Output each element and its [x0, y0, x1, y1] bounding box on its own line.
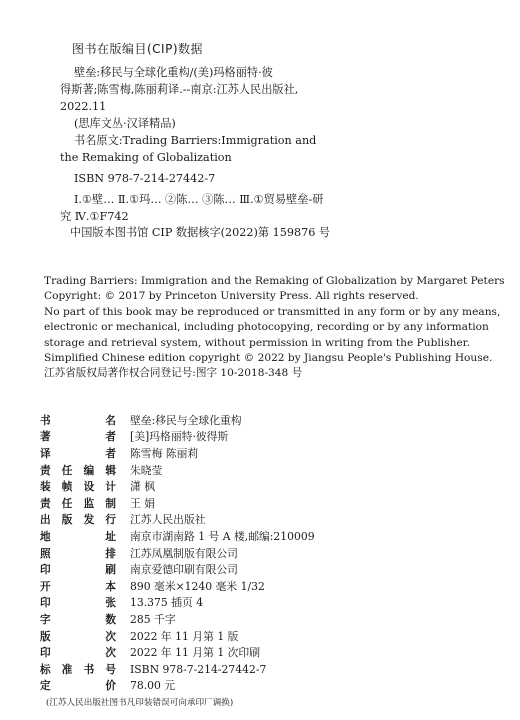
colophon-value: 78.00 元 — [130, 679, 176, 693]
colophon-label-char: 照 — [40, 547, 51, 560]
colophon-label-char: 编 — [83, 464, 95, 477]
colophon-value: 陈雪梅 陈丽莉 — [130, 446, 199, 460]
colophon-label-char: 责 — [40, 464, 51, 477]
colophon-label — [40, 645, 130, 660]
colophon-label — [40, 479, 130, 494]
colophon-value: 南京爱德印刷有限公司 — [130, 563, 238, 577]
colophon-row — [40, 561, 500, 578]
cip-line-original-title-cont: the Remaking of Globalization — [60, 151, 232, 164]
cip-line-original-title: 书名原文:Trading Barriers:Immigration and — [74, 134, 317, 147]
colophon-label-char: 号 — [105, 663, 116, 676]
colophon-row — [40, 429, 500, 446]
colophon-row — [40, 661, 500, 678]
colophon-value: 南京市湖南路 1 号 A 楼,邮编:210009 — [130, 529, 315, 543]
colophon-row — [40, 595, 500, 612]
colophon-label-char: 译 — [40, 447, 51, 460]
copyright-line: Simplified Chinese edition copyright © 2022 by Jiangsu People's Publishing House. — [44, 352, 493, 365]
colophon-label-char: 辑 — [105, 464, 116, 477]
colophon-label-char: 标 — [40, 663, 51, 676]
colophon-label-char: 任 — [61, 497, 73, 510]
cip-line-classification-cont: 究 Ⅳ.①F742 — [60, 210, 129, 223]
colophon-label-char: 定 — [40, 680, 51, 693]
colophon-label-char: 址 — [105, 530, 116, 543]
colophon-label-char: 地 — [40, 530, 51, 543]
colophon-row — [40, 462, 500, 479]
colophon-label-char: 责 — [40, 497, 51, 510]
cip-line-series: (思库文丛·汉译精品) — [74, 117, 176, 130]
colophon-value: 潇 枫 — [130, 480, 156, 494]
colophon-label-char: 排 — [105, 547, 116, 560]
colophon-value: [美]玛格丽特·彼得斯 — [130, 430, 229, 444]
cip-line-authors: 得斯著;陈雪梅,陈丽莉译.--南京:江苏人民出版社, — [60, 83, 299, 96]
colophon-value: ISBN 978-7-214-27442-7 — [130, 662, 267, 676]
colophon-label — [40, 496, 130, 511]
colophon-label-char: 书 — [40, 414, 51, 427]
colophon-value: 890 毫米×1240 毫米 1/32 — [130, 579, 265, 593]
colophon-value: 王 娟 — [130, 496, 156, 510]
colophon-label-char: 开 — [40, 580, 51, 593]
colophon-label — [40, 579, 130, 594]
colophon-row — [40, 678, 500, 695]
colophon-label — [40, 612, 130, 627]
colophon-label — [40, 413, 130, 428]
colophon-label-char: 准 — [61, 663, 73, 676]
colophon-label — [40, 629, 130, 644]
colophon-label — [40, 595, 130, 610]
colophon-value: 2022 年 11 月第 1 次印刷 — [130, 646, 261, 660]
colophon-row — [40, 545, 500, 562]
colophon-value: 2022 年 11 月第 1 版 — [130, 629, 239, 643]
colophon-label-char: 者 — [105, 431, 116, 444]
colophon-label-char: 次 — [105, 630, 116, 643]
colophon-label-char: 印 — [40, 647, 51, 660]
colophon-value: 江苏人民出版社 — [130, 513, 206, 527]
colophon-label-char: 任 — [61, 464, 73, 477]
colophon-value: 13.375 插页 4 — [130, 596, 204, 610]
colophon-row — [40, 412, 500, 429]
colophon-label-char: 发 — [83, 514, 95, 527]
colophon-label-char: 著 — [40, 431, 51, 444]
colophon-label-char: 印 — [40, 597, 51, 610]
colophon-label — [40, 678, 130, 693]
colophon-label-char: 装 — [40, 481, 51, 494]
colophon-label-char: 次 — [105, 647, 116, 660]
copyright-line: storage and retrieval system, without permission in writing from the Publisher. — [44, 336, 470, 349]
colophon-label-char: 书 — [83, 663, 95, 676]
colophon-label-char: 数 — [105, 613, 116, 626]
colophon-label-char: 版 — [61, 514, 73, 527]
colophon-label-char: 印 — [40, 564, 51, 577]
colophon-row — [40, 478, 500, 495]
colophon-label — [40, 429, 130, 444]
colophon-label-char: 价 — [105, 680, 116, 693]
cip-line-classification: Ⅰ.①壁… Ⅱ.①玛… ②陈… ③陈… Ⅲ.①贸易壁垒-研 — [74, 193, 324, 206]
colophon-label-char: 计 — [105, 481, 116, 494]
copyright-contract-number: 江苏省版权局著作权合同登记号:图字 10-2018-348 号 — [44, 367, 303, 380]
colophon-row — [40, 512, 500, 529]
colophon-value: 江苏凤凰制版有限公司 — [130, 546, 238, 560]
colophon-row — [40, 445, 500, 462]
cip-heading: 图书在版编目(CIP)数据 — [72, 42, 204, 56]
colophon-label-char: 出 — [40, 514, 51, 527]
colophon-value: 285 千字 — [130, 612, 176, 626]
colophon-value: 朱晓莹 — [130, 463, 163, 477]
colophon-label-char: 张 — [105, 597, 116, 610]
colophon-row — [40, 495, 500, 512]
colophon-label — [40, 529, 130, 544]
copyright-line: No part of this book may be reproduced or transmitted in any form or by any means, — [44, 305, 501, 318]
cip-line-isbn: ISBN 978-7-214-27442-7 — [74, 172, 216, 185]
colophon-label — [40, 446, 130, 461]
cip-record — [60, 64, 480, 225]
colophon-label-char: 帧 — [61, 481, 73, 494]
colophon-label-char: 制 — [105, 497, 116, 510]
colophon-row — [40, 644, 500, 661]
colophon-label-char: 版 — [40, 630, 51, 643]
copyright-line: electronic or mechanical, including photocopying, recording or by any information — [44, 321, 489, 334]
copyright-notice — [44, 274, 504, 382]
colophon-label — [40, 512, 130, 527]
colophon-value: 壁垒:移民与全球化重构 — [130, 413, 242, 427]
colophon-row — [40, 628, 500, 645]
colophon-label-char: 设 — [83, 481, 95, 494]
colophon-label-char: 本 — [105, 580, 116, 593]
colophon-label-char: 名 — [105, 414, 116, 427]
colophon-label-char: 监 — [83, 497, 95, 510]
printing-error-note: (江苏人民出版社图书凡印装错误可向承印厂调换) — [46, 698, 234, 709]
colophon-label — [40, 662, 130, 677]
colophon-label-char: 者 — [105, 447, 116, 460]
colophon-row — [40, 578, 500, 595]
cip-line-date: 2022.11 — [60, 100, 107, 113]
cip-line-title: 壁垒:移民与全球化重构/(美)玛格丽特·彼 — [74, 66, 273, 79]
colophon-row — [40, 611, 500, 628]
colophon-label — [40, 562, 130, 577]
copyright-line: Trading Barriers: Immigration and the Remaking of Globalization by Margaret Peters — [44, 275, 505, 287]
colophon-table — [40, 412, 500, 708]
colophon-label-char: 行 — [105, 514, 116, 527]
colophon-label — [40, 546, 130, 561]
colophon-label-char: 字 — [40, 613, 51, 626]
colophon-label — [40, 463, 130, 478]
colophon-label-char: 刷 — [105, 564, 116, 577]
copyright-line: Copyright: © 2017 by Princeton University Press. All rights reserved. — [44, 290, 419, 303]
cip-data-number: 中国版本图书馆 CIP 数据核字(2022)第 159876 号 — [70, 226, 331, 239]
colophon-row — [40, 528, 500, 545]
